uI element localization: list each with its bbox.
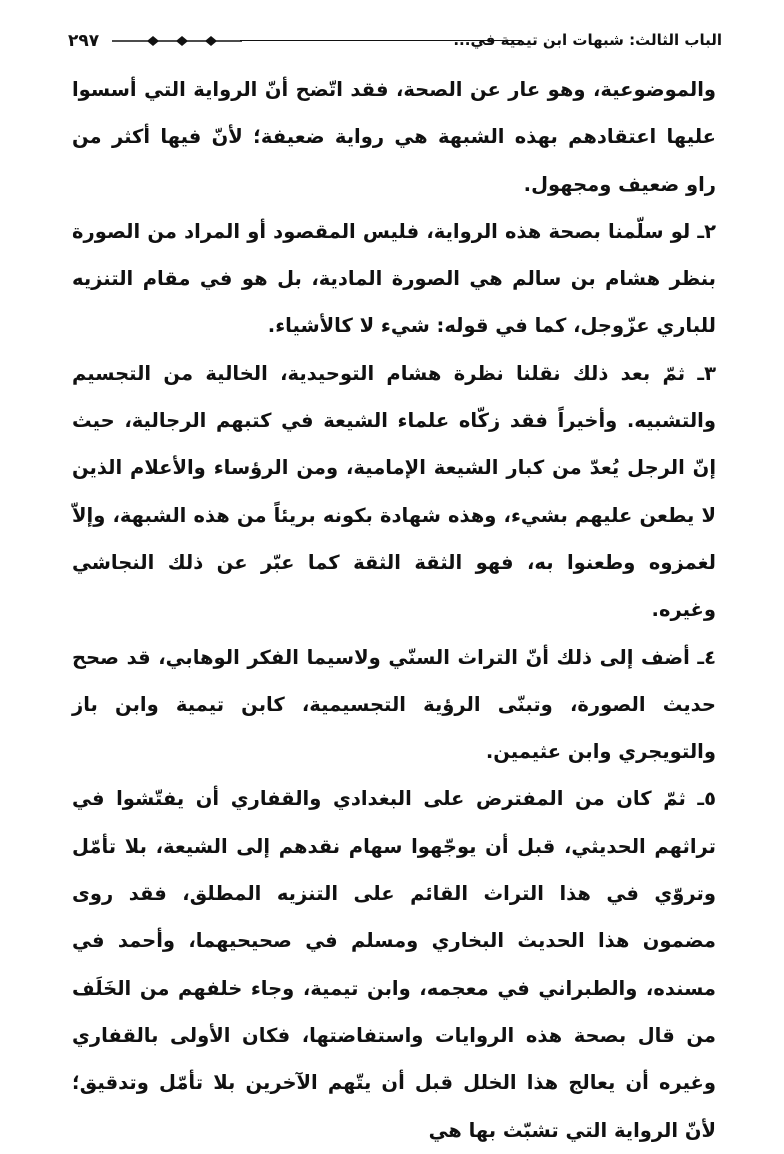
paragraph-point-3: ٣ـ ثمّ بعد ذلك نقلنا نظرة هشام التوحيدية، الخالية من التجسيم والتشبيه. وأخيراً فقد زكّاه علماء الشيعة في كتبهم الرجالية، حيث إنّ الرجل يُعدّ من كبار الشيعة الإمامية، ومن الرؤساء والأعلام الذين لا يطعن عليهم بشيء، وهذه شهادة بكونه بريئاً من هذه الشبهة، وإلاّ لغمزوه وطعنوا به، فهو الثقة الثقة كما عبّر عن ذلك النجاشي وغيره.	[72, 361, 716, 622]
diamond-ornament-icon	[112, 34, 242, 48]
paragraph-point-5: ٥ـ ثمّ كان من المفترض على البغدادي والقفاري أن يفتّشوا في تراثهم الحديثي، قبل أن يوجّهوا سهام نقدهم إلى الشيعة، بلا تأمّل وتروّي في هذا التراث القائم على التنزيه المطلق، فقد روى مضمون هذا الحديث البخاري ومسلم في صحيحيهما، وأحمد في مسنده، والطبراني في معجمه، وابن تيمية، وجاء خلفهم من الخَلَف من قال بصحة هذه الروايات واستفاضتها، فكان الأولى بالقفاري وغيره أن يعالج هذا الخلل قبل أن يتّهم الآخرين بلا تأمّل وتدقيق؛ لأنّ الرواية التي تشبّث بها هي	[72, 787, 716, 1142]
paragraph-point-4: ٤ـ أضف إلى ذلك أنّ التراث السنّي ولاسيما الفكر الوهابي، قد صحح حديث الصورة، وتبنّى الرؤية التجسيمية، كابن تيمية وابن باز والتويجري وابن عثيمين.	[72, 645, 716, 764]
paragraph-point-2: ٢ـ لو سلّمنا بصحة هذه الرواية، فليس المقصود أو المراد من الصورة بنظر هشام بن سالم هي الصورة المادية، بل هو في مقام التنزيه للباري عزّوجل، كما في قوله: شيء لا كالأشياء.	[72, 219, 716, 338]
body-text	[72, 66, 716, 1154]
page-number: ٢٩٧	[68, 31, 100, 51]
running-title: الباب الثالث: شبهات ابن تيمية في...	[453, 31, 722, 49]
page-header	[68, 28, 722, 58]
paragraph-continuation: والموضوعية، وهو عار عن الصحة، فقد اتّضح أنّ الرواية التي أسسوا عليها اعتقادهم بهذه الشبهة هي رواية ضعيفة؛ لأنّ فيها أكثر من راو ضعيف ومجهول.	[72, 78, 716, 196]
